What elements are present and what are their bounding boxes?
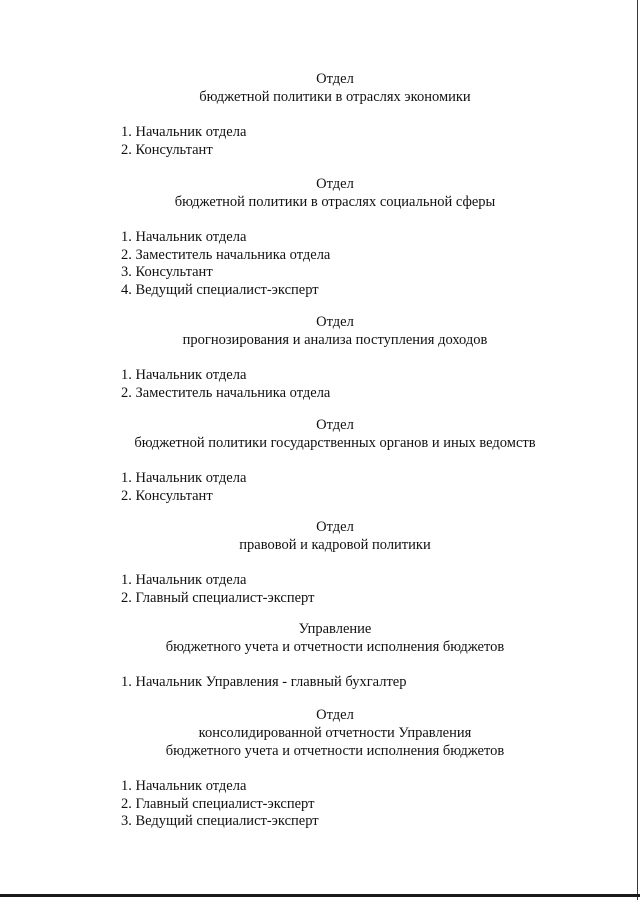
section-heading-line: Отдел bbox=[316, 314, 354, 330]
list-item: 2. Заместитель начальника отдела bbox=[121, 246, 331, 263]
list-item: 2. Главный специалист-эксперт bbox=[121, 795, 315, 812]
position-list bbox=[0, 674, 640, 692]
section-revenue-forecasting bbox=[0, 313, 640, 402]
list-item: 3. Консультант bbox=[121, 264, 213, 280]
section-heading-line: Отдел bbox=[316, 707, 354, 723]
list-item: 2. Консультант bbox=[121, 141, 213, 158]
list-item: 3. Ведущий специалист-эксперт bbox=[121, 813, 319, 829]
list-item: 1. Начальник отдела bbox=[121, 229, 247, 245]
section-heading-line: прогнозирования и анализа поступления доходов bbox=[182, 332, 488, 348]
section-heading-line: Отдел bbox=[316, 71, 354, 87]
position-list bbox=[0, 229, 640, 299]
section-heading-line: бюджетной политики в отраслях социальной сферы bbox=[174, 194, 496, 210]
section-heading-line: консолидированной отчетности Управления bbox=[198, 725, 472, 741]
list-item: 1. Начальник отдела bbox=[121, 470, 247, 486]
section-heading-line: бюджетного учета и отчетности исполнения бюджетов bbox=[165, 743, 505, 759]
section-accounting-department bbox=[0, 620, 640, 692]
list-item: 1. Начальник отдела bbox=[121, 367, 247, 383]
position-list bbox=[0, 367, 640, 402]
section-economy-budget-policy bbox=[0, 70, 640, 159]
section-heading-line: Управление bbox=[298, 621, 372, 637]
position-list bbox=[0, 572, 640, 607]
list-item: 4. Ведущий специалист-эксперт bbox=[121, 281, 319, 298]
list-item: 2. Заместитель начальника отдела bbox=[121, 384, 331, 401]
list-item: 1. Начальник отдела bbox=[121, 778, 247, 794]
list-item: 1. Начальник Управления - главный бухгалтер bbox=[121, 674, 407, 690]
position-list bbox=[0, 778, 640, 831]
list-item: 1. Начальник отдела bbox=[121, 124, 247, 140]
scan-bottom-edge bbox=[0, 894, 640, 897]
section-state-bodies-budget-policy bbox=[0, 416, 640, 505]
list-item: 1. Начальник отдела bbox=[121, 572, 247, 588]
section-heading-line: Отдел bbox=[316, 417, 354, 433]
section-heading-line: Отдел bbox=[316, 176, 354, 192]
section-heading-line: бюджетной политики в отраслях экономики bbox=[199, 89, 471, 105]
position-list bbox=[0, 124, 640, 159]
section-social-budget-policy bbox=[0, 175, 640, 299]
list-item: 2. Консультант bbox=[121, 487, 213, 504]
section-legal-hr-policy bbox=[0, 518, 640, 607]
section-heading-line: бюджетной политики государственных органов и иных ведомств bbox=[134, 435, 536, 451]
section-consolidated-reporting bbox=[0, 706, 640, 831]
scan-right-edge bbox=[637, 0, 638, 900]
list-item: 2. Главный специалист-эксперт bbox=[121, 589, 315, 606]
section-heading-line: бюджетного учета и отчетности исполнения бюджетов bbox=[165, 639, 505, 655]
position-list bbox=[0, 470, 640, 505]
section-heading-line: Отдел bbox=[316, 519, 354, 535]
section-heading-line: правовой и кадровой политики bbox=[239, 537, 431, 553]
